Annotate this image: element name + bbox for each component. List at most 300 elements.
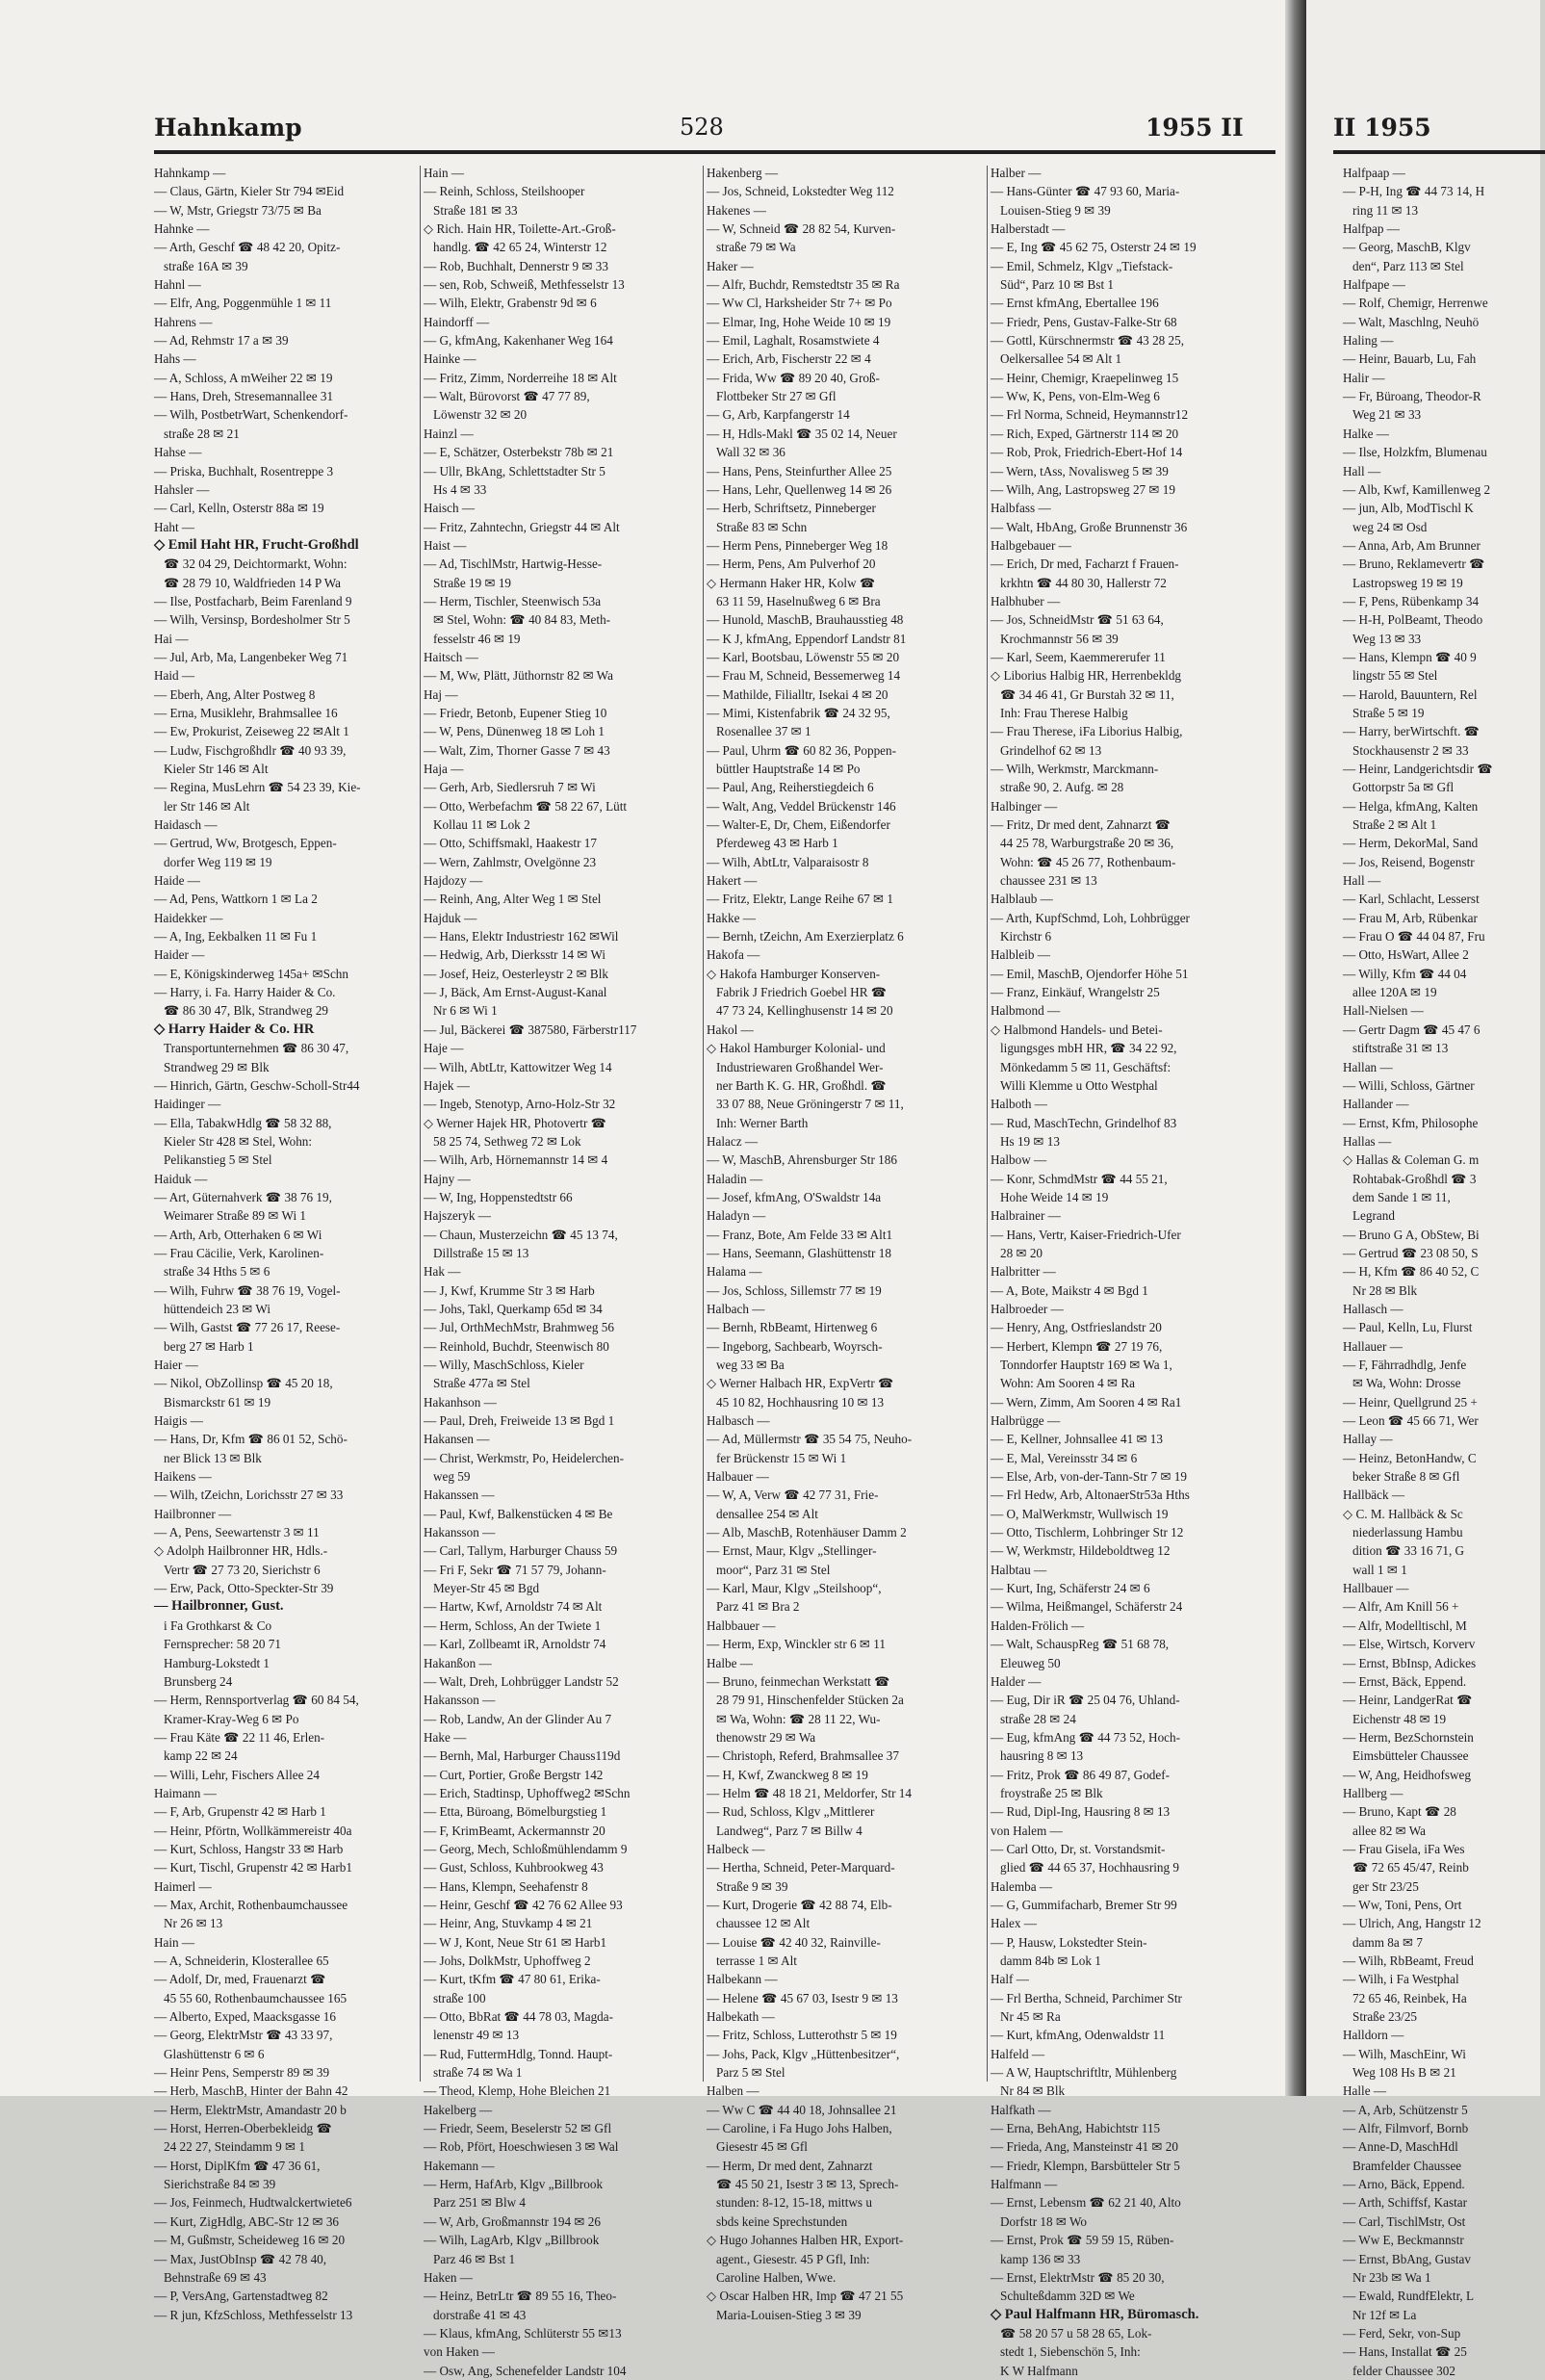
directory-entry: — Erw, Pack, Otto-Speckter-Str 39 bbox=[154, 1581, 334, 1596]
directory-entry: — Bernh, Mal, Harburger Chauss119d bbox=[424, 1748, 621, 1764]
surname-heading: Hakanhson — bbox=[424, 1394, 497, 1410]
directory-entry: — Wilh, tZeichn, Lorichsstr 27 ✉ 33 bbox=[154, 1488, 344, 1503]
surname-heading: Halbtau — bbox=[991, 1562, 1047, 1577]
directory-entry: — Herb, Schriftsetz, Pinneberger bbox=[707, 501, 876, 516]
directory-entry: — Ernst kfmAng, Ebertallee 196 bbox=[991, 296, 1159, 311]
directory-entry: — Frau Gisela, iFa Wes bbox=[1343, 1841, 1465, 1856]
directory-entry: stunden: 8-12, 15-18, mittws u bbox=[716, 2195, 872, 2211]
directory-entry: — Willi, Schloss, Gärtner bbox=[1343, 1077, 1475, 1093]
surname-heading: Haisch — bbox=[424, 501, 476, 516]
surname-heading: Hakelberg — bbox=[424, 2102, 493, 2117]
directory-entry: — O, MalWerkmstr, Wullwisch 19 bbox=[991, 1506, 1169, 1521]
surname-heading: Halfkath — bbox=[991, 2102, 1051, 2117]
directory-entry: — Paul, Uhrm ☎ 60 82 36, Poppen- bbox=[707, 742, 897, 758]
directory-entry: — Bruno G A, ObStew, Bi bbox=[1343, 1227, 1480, 1242]
directory-entry: — Hunold, MaschB, Brauhausstieg 48 bbox=[707, 612, 904, 628]
directory-entry: ✉ Wa, Wohn: Drosse bbox=[1352, 1376, 1461, 1391]
directory-entry: — G, Gummifacharb, Bremer Str 99 bbox=[991, 1897, 1177, 1912]
directory-entry: — Jos, Feinmech, Hudtwalckertwiete6 bbox=[154, 2195, 352, 2211]
directory-entry: — A, Pens, Seewartenstr 3 ✉ 11 bbox=[154, 1525, 320, 1540]
directory-entry: — Anne-D, MaschHdl bbox=[1343, 2139, 1458, 2155]
surname-heading: Halbhuber — bbox=[991, 593, 1061, 608]
directory-entry: — Willy, Kfm ☎ 44 04 bbox=[1343, 966, 1467, 981]
directory-entry: Kieler Str 146 ✉ Alt bbox=[164, 762, 269, 776]
directory-entry: — Walt, Ang, Veddel Brückenstr 146 bbox=[707, 798, 896, 814]
surname-heading: Haigis — bbox=[154, 1413, 203, 1429]
directory-entry: Rosenallee 37 ✉ 1 bbox=[716, 724, 811, 739]
surname-heading: Halblaub — bbox=[991, 892, 1053, 907]
directory-entry: 28 ✉ 20 bbox=[1000, 1245, 1043, 1260]
directory-entry: — Elfr, Ang, Poggenmühle 1 ✉ 11 bbox=[154, 296, 332, 311]
directory-entry: — Frau Therese, iFa Liborius Halbig, bbox=[991, 724, 1183, 739]
directory-entry: — Nikol, ObZollinsp ☎ 45 20 18, bbox=[154, 1376, 333, 1391]
column-2 bbox=[424, 164, 699, 2378]
surname-heading: Hallauer — bbox=[1343, 1338, 1403, 1354]
directory-entry: Transportunternehmen ☎ 86 30 47, bbox=[164, 1041, 349, 1056]
running-head-next: II 1955 bbox=[1333, 114, 1431, 142]
directory-entry: — Ww E, Beckmannstr bbox=[1343, 2233, 1464, 2248]
directory-entry: ☎ 86 30 47, Blk, Strandweg 29 bbox=[164, 1003, 329, 1019]
directory-entry: — Alberto, Exped, Maacksgasse 16 bbox=[154, 2009, 336, 2025]
directory-entry: i Fa Grothkarst & Co bbox=[164, 1617, 272, 1633]
directory-entry: — Emil, MaschB, Ojendorfer Höhe 51 bbox=[991, 966, 1189, 981]
directory-entry: ☎ 32 04 29, Deichtormarkt, Wohn: bbox=[164, 556, 348, 572]
directory-entry: Fabrik J Friedrich Goebel HR ☎ bbox=[716, 985, 888, 1000]
directory-entry: — A, Bote, Maikstr 4 ✉ Bgd 1 bbox=[991, 1282, 1148, 1298]
directory-entry: — Johs, DolkMstr, Uphoffweg 2 bbox=[424, 1953, 591, 1968]
surname-heading: Hai — bbox=[154, 631, 189, 646]
directory-entry: — Helm ☎ 48 18 21, Meldorfer, Str 14 bbox=[707, 1785, 912, 1800]
directory-entry: Behnstraße 69 ✉ 43 bbox=[164, 2269, 267, 2285]
directory-entry: ner Barth K. G. HR, Großhdl. ☎ bbox=[716, 1077, 887, 1093]
directory-entry: — Karl, Maur, Klgv „Steilshoop“, bbox=[707, 1581, 882, 1596]
directory-entry: Kieler Str 428 ✉ Stel, Wohn: bbox=[164, 1133, 313, 1149]
directory-entry: — Wern, Zahlmstr, Ovelgönne 23 bbox=[424, 854, 597, 869]
surname-heading: Halfpaap — bbox=[1343, 166, 1405, 180]
directory-entry: — Ww C ☎ 44 40 18, Johnsallee 21 bbox=[707, 2102, 897, 2117]
surname-heading: Hakofa — bbox=[707, 947, 760, 963]
directory-entry: — Ilse, Postfacharb, Beim Farenland 9 bbox=[154, 593, 352, 608]
directory-entry: — Jul, Bäckerei ☎ 387580, Färberstr117 bbox=[424, 1022, 637, 1037]
book-gutter bbox=[1285, 0, 1306, 2096]
directory-entry: — Hans, Installat ☎ 25 bbox=[1343, 2344, 1467, 2360]
directory-entry: ◇ Halbmond Handels- und Betei- bbox=[991, 1022, 1163, 1037]
directory-entry: — Herm, HafArb, Klgv „Billbrook bbox=[424, 2177, 604, 2192]
directory-entry: Strandweg 29 ✉ Blk bbox=[164, 1059, 270, 1074]
directory-entry: Kirchstr 6 bbox=[1000, 929, 1052, 944]
directory-entry: berg 27 ✉ Harb 1 bbox=[164, 1338, 254, 1354]
directory-entry: Pferdeweg 43 ✉ Harb 1 bbox=[716, 836, 838, 851]
directory-entry: 58 25 74, Sethweg 72 ✉ Lok bbox=[433, 1133, 581, 1149]
directory-entry: — Hartw, Kwf, Arnoldstr 74 ✉ Alt bbox=[424, 1599, 603, 1615]
surname-heading: Halbroeder — bbox=[991, 1301, 1064, 1316]
directory-entry: Nr 6 ✉ Wi 1 bbox=[433, 1003, 498, 1019]
directory-entry: — Ernst, Maur, Klgv „Stellinger- bbox=[707, 1543, 877, 1559]
directory-entry: Hamburg-Lokstedt 1 bbox=[164, 1655, 270, 1670]
directory-entry: — W, MaschB, Ahrensburger Str 186 bbox=[707, 1152, 897, 1168]
directory-entry: — Herm, Tischler, Steenwisch 53a bbox=[424, 593, 602, 608]
directory-entry: — Ww Cl, Harksheider Str 7+ ✉ Po bbox=[707, 296, 892, 311]
directory-entry: — Kurt, tKfm ☎ 47 80 61, Erika- bbox=[424, 1972, 601, 1987]
surname-heading: Hak — bbox=[424, 1264, 461, 1280]
directory-entry: — Erna, BehAng, Habichtstr 115 bbox=[991, 2121, 1161, 2136]
surname-heading: Hallan — bbox=[1343, 1059, 1393, 1074]
surname-heading: Hallbäck — bbox=[1343, 1488, 1405, 1503]
surname-heading: Hallander — bbox=[1343, 1097, 1409, 1112]
directory-entry: — K J, kfmAng, Eppendorf Landstr 81 bbox=[707, 631, 907, 646]
directory-entry: — Rolf, Chemigr, Herrenwe bbox=[1343, 296, 1488, 311]
directory-entry: — P, VersAng, Gartenstadtweg 82 bbox=[154, 2289, 328, 2304]
directory-entry: — Ella, TabakwHdlg ☎ 58 32 88, bbox=[154, 1115, 332, 1130]
directory-entry: — Jos, Reisend, Bogenstr bbox=[1343, 854, 1475, 869]
directory-entry: — Frau M, Schneid, Bessemerweg 14 bbox=[707, 668, 901, 684]
column-divider bbox=[703, 166, 704, 2082]
directory-entry: — Rud, Schloss, Klgv „Mittlerer bbox=[707, 1804, 875, 1820]
surname-heading: Hainke — bbox=[424, 351, 476, 367]
directory-entry: — Eug, kfmAng ☎ 44 73 52, Hoch- bbox=[991, 1729, 1181, 1745]
directory-entry: ner Blick 13 ✉ Blk bbox=[164, 1450, 262, 1465]
directory-entry: — Willi, Lehr, Fischers Allee 24 bbox=[154, 1767, 320, 1782]
directory-entry: — Paul, Ang, Reiherstiegdeich 6 bbox=[707, 780, 874, 795]
surname-heading: Half — bbox=[991, 1972, 1029, 1987]
directory-entry: — Heinz, BetrLtr ☎ 89 55 16, Theo- bbox=[424, 2289, 617, 2304]
directory-entry: — E, Ing ☎ 45 62 75, Osterstr 24 ✉ 19 bbox=[991, 240, 1197, 255]
directory-entry: Straße 19 ✉ 19 bbox=[433, 575, 512, 590]
directory-entry: — Jos, Schloss, Sillemstr 77 ✉ 19 bbox=[707, 1282, 882, 1298]
surname-heading: Halle — bbox=[1343, 2083, 1387, 2099]
surname-heading: Halben — bbox=[707, 2083, 760, 2099]
directory-entry: ◇ Liborius Halbig HR, Herrenbekldg bbox=[991, 668, 1182, 684]
directory-entry: — Herbert, Klempn ☎ 27 19 76, bbox=[991, 1338, 1163, 1354]
directory-entry: — Otto, Werbefachm ☎ 58 22 67, Lütt bbox=[424, 798, 628, 814]
directory-entry: — Fritz, Schloss, Lutterothstr 5 ✉ 19 bbox=[707, 2028, 897, 2043]
surname-heading: Haidasch — bbox=[154, 817, 218, 833]
directory-entry: — G, kfmAng, Kakenhaner Weg 164 bbox=[424, 333, 613, 349]
directory-entry: — Erich, Dr med, Facharzt f Frauen- bbox=[991, 556, 1179, 572]
directory-entry: — Wilh, Gastst ☎ 77 26 17, Reese- bbox=[154, 1320, 341, 1335]
directory-entry: Vertr ☎ 27 73 20, Sierichstr 6 bbox=[164, 1562, 321, 1577]
directory-entry: — J, Bäck, Am Ernst-August-Kanal bbox=[424, 985, 607, 1000]
directory-entry: — Paul, Kwf, Balkenstücken 4 ✉ Be bbox=[424, 1506, 613, 1521]
directory-entry: — Kurt, Tischl, Grupenstr 42 ✉ Harb1 bbox=[154, 1860, 352, 1876]
directory-entry: ☎ 72 65 45/47, Reinb bbox=[1352, 1860, 1469, 1876]
directory-entry: — Otto, Tischlerm, Lohbringer Str 12 bbox=[991, 1525, 1184, 1540]
directory-entry: — Herm, Rennsportverlag ☎ 60 84 54, bbox=[154, 1693, 359, 1708]
directory-entry: — Bernh, tZeichn, Am Exerzierplatz 6 bbox=[707, 929, 904, 944]
directory-entry: Kollau 11 ✉ Lok 2 bbox=[433, 817, 530, 833]
surname-heading: Haker — bbox=[707, 258, 754, 273]
directory-entry: straße 34 Hths 5 ✉ 6 bbox=[164, 1264, 270, 1280]
directory-entry: Bramfelder Chaussee bbox=[1352, 2158, 1462, 2173]
directory-entry: Kramer-Kray-Weg 6 ✉ Po bbox=[164, 1711, 299, 1726]
surname-heading: Hahnl — bbox=[154, 277, 201, 293]
directory-entry: — Heinr, Landgerichtsdir ☎ bbox=[1343, 762, 1493, 776]
directory-entry: Parz 46 ✉ Bst 1 bbox=[433, 2251, 516, 2266]
surname-heading: Halbrügge — bbox=[991, 1413, 1061, 1429]
directory-entry: Willi Klemme u Otto Westphal bbox=[1000, 1077, 1158, 1093]
directory-entry: — Herm, Dr med dent, Zahnarzt bbox=[707, 2158, 873, 2173]
surname-heading: Haj — bbox=[424, 686, 458, 702]
directory-entry: — Mathilde, Filialltr, Isekai 4 ✉ 20 bbox=[707, 686, 888, 702]
directory-entry: — Josef, kfmAng, O'Swaldstr 14a bbox=[707, 1189, 882, 1204]
directory-entry: — Curt, Portier, Große Bergstr 142 bbox=[424, 1767, 604, 1782]
directory-entry: — Alb, Kwf, Kamillenweg 2 bbox=[1343, 481, 1491, 497]
directory-entry: Hohe Weide 14 ✉ 19 bbox=[1000, 1189, 1109, 1204]
surname-heading: Halbbauer — bbox=[707, 1617, 776, 1633]
directory-entry: — Hans, Vertr, Kaiser-Friedrich-Ufer bbox=[991, 1227, 1181, 1242]
directory-entry: Sierichstraße 84 ✉ 39 bbox=[164, 2177, 276, 2192]
directory-entry: — Fritz, Zahntechn, Griegstr 44 ✉ Alt bbox=[424, 519, 620, 534]
directory-entry: — Fritz, Dr med dent, Zahnarzt ☎ bbox=[991, 817, 1172, 833]
directory-entry: — Wern, Zimm, Am Sooren 4 ✉ Ra1 bbox=[991, 1394, 1182, 1410]
directory-entry: — Rud, Dipl-Ing, Hausring 8 ✉ 13 bbox=[991, 1804, 1171, 1820]
directory-entry: fesselstr 46 ✉ 19 bbox=[433, 631, 521, 646]
directory-entry: — H, Kfm ☎ 86 40 52, C bbox=[1343, 1264, 1480, 1280]
directory-entry: — Ernst, Lebensm ☎ 62 21 40, Alto bbox=[991, 2195, 1181, 2211]
directory-entry: Parz 251 ✉ Blw 4 bbox=[433, 2195, 527, 2211]
directory-entry: — Rud, MaschTechn, Grindelhof 83 bbox=[991, 1115, 1177, 1130]
surname-heading: Hahrens — bbox=[154, 314, 213, 329]
directory-entry: — Karl, Schlacht, Lesserst bbox=[1343, 892, 1480, 907]
surname-heading: Hakemann — bbox=[424, 2158, 495, 2173]
directory-entry: ◇ Werner Halbach HR, ExpVertr ☎ bbox=[707, 1376, 894, 1391]
header-rule bbox=[154, 150, 1275, 154]
directory-entry: ◇ Werner Hajek HR, Photovertr ☎ bbox=[424, 1115, 607, 1130]
directory-entry: — Karl, Seem, Kaemmererufer 11 bbox=[991, 649, 1166, 664]
directory-entry: — Jul, OrthMechMstr, Brahmweg 56 bbox=[424, 1320, 614, 1335]
directory-entry: Wohn: Am Sooren 4 ✉ Ra bbox=[1000, 1376, 1136, 1391]
directory-entry: hausring 8 ✉ 13 bbox=[1000, 1748, 1084, 1764]
directory-entry: wall 1 ✉ 1 bbox=[1352, 1562, 1407, 1577]
surname-heading: Halama — bbox=[707, 1264, 762, 1280]
directory-entry: — Rob, Buchhalt, Dennerstr 9 ✉ 33 bbox=[424, 258, 608, 273]
directory-entry: — Georg, ElektrMstr ☎ 43 33 97, bbox=[154, 2028, 333, 2043]
directory-entry: — jun, Alb, ModTischl K bbox=[1343, 501, 1474, 516]
surname-heading: Halbow — bbox=[991, 1152, 1047, 1168]
surname-heading: Halbekann — bbox=[707, 1972, 778, 1987]
surname-heading: Halbrainer — bbox=[991, 1208, 1061, 1224]
directory-entry: — Heinr, LandgerRat ☎ bbox=[1343, 1693, 1473, 1708]
directory-entry: — Henry, Ang, Ostfrieslandstr 20 bbox=[991, 1320, 1162, 1335]
directory-entry: fer Brückenstr 15 ✉ Wi 1 bbox=[716, 1450, 847, 1465]
directory-entry: Straße 23/25 bbox=[1352, 2009, 1418, 2025]
directory-entry: — Walt, Maschlng, Neuhö bbox=[1343, 314, 1480, 329]
directory-entry: straße 100 bbox=[433, 1990, 486, 2005]
directory-entry: — Reinh, Ang, Alter Weg 1 ✉ Stel bbox=[424, 892, 602, 907]
directory-entry: Krochmannstr 56 ✉ 39 bbox=[1000, 631, 1119, 646]
directory-entry: — Erich, Arb, Fischerstr 22 ✉ 4 bbox=[707, 351, 871, 367]
surname-heading: Hakansson — bbox=[424, 1693, 496, 1708]
directory-entry: — Frl Hedw, Arb, AltonaerStr53a Hths bbox=[991, 1488, 1190, 1503]
directory-entry: — Jul, Arb, Ma, Langenbeker Weg 71 bbox=[154, 649, 348, 664]
directory-entry: Eleuweg 50 bbox=[1000, 1655, 1061, 1670]
directory-entry: Inh: Frau Therese Halbig bbox=[1000, 705, 1128, 720]
directory-entry: straße 74 ✉ Wa 1 bbox=[433, 2065, 523, 2081]
directory-entry: Inh: Werner Barth bbox=[716, 1115, 809, 1130]
directory-entry: — Gust, Schloss, Kuhbrookweg 43 bbox=[424, 1860, 604, 1876]
directory-entry: — Osw, Ang, Schenefelder Landstr 104 bbox=[424, 2363, 627, 2378]
directory-entry: Löwenstr 32 ✉ 20 bbox=[433, 407, 528, 423]
directory-entry: — Mimi, Kistenfabrik ☎ 24 32 95, bbox=[707, 705, 890, 720]
directory-entry: — Horst, Herren-Oberbekleidg ☎ bbox=[154, 2121, 332, 2136]
directory-entry: densallee 254 ✉ Alt bbox=[716, 1506, 818, 1521]
directory-entry: lingstr 55 ✉ Stel bbox=[1352, 668, 1438, 684]
surname-heading: Hallberg — bbox=[1343, 1785, 1403, 1800]
directory-entry: — Claus, Gärtn, Kieler Str 794 ✉Eid bbox=[154, 184, 345, 199]
directory-entry: Nr 26 ✉ 13 bbox=[164, 1916, 223, 1931]
directory-entry: — Helga, kfmAng, Kalten bbox=[1343, 798, 1479, 814]
surname-heading: Halbeck — bbox=[707, 1841, 765, 1856]
directory-entry: — Harry, berWirtschft. ☎ bbox=[1343, 724, 1481, 739]
surname-heading: Hajszeryk — bbox=[424, 1208, 491, 1224]
directory-entry: — Erna, Musiklehr, Brahmsallee 16 bbox=[154, 705, 338, 720]
directory-entry: chaussee 12 ✉ Alt bbox=[716, 1916, 811, 1931]
directory-entry: — Friedr, Klempn, Barsbütteler Str 5 bbox=[991, 2158, 1180, 2173]
directory-entry: — Arth, Arb, Otterhaken 6 ✉ Wi bbox=[154, 1227, 322, 1242]
directory-entry: dem Sande 1 ✉ 11, bbox=[1352, 1189, 1451, 1204]
directory-entry: — Klaus, kfmAng, Schlüterstr 55 ✉13 bbox=[424, 2325, 622, 2341]
surname-heading: Halfmann — bbox=[991, 2177, 1058, 2192]
surname-heading: Hall — bbox=[1343, 463, 1381, 479]
directory-entry: — Emil, Laghalt, Rosamstwiete 4 bbox=[707, 333, 880, 349]
directory-entry: — Heinz, BetonHandw, C bbox=[1343, 1450, 1477, 1465]
directory-entry: — Hans-Günter ☎ 47 93 60, Maria- bbox=[991, 184, 1180, 199]
directory-entry: — Emil, Schmelz, Klgv „Tiefstack- bbox=[991, 258, 1173, 273]
surname-heading: Haken — bbox=[424, 2269, 473, 2285]
directory-entry: Industriewaren Großhandel Wer- bbox=[716, 1059, 884, 1074]
directory-entry: Straße 83 ✉ Schn bbox=[716, 519, 808, 534]
directory-entry: — Kurt, Drogerie ☎ 42 88 74, Elb- bbox=[707, 1897, 892, 1912]
surname-heading: Hakenberg — bbox=[707, 166, 779, 180]
surname-heading: Hakanßon — bbox=[424, 1655, 492, 1670]
directory-entry: terrasse 1 ✉ Alt bbox=[716, 1953, 797, 1968]
directory-entry: — Hans, Seemann, Glashüttenstr 18 bbox=[707, 1245, 891, 1260]
directory-entry: — Else, Arb, von-der-Tann-Str 7 ✉ 19 bbox=[991, 1469, 1187, 1485]
directory-entry: Fernsprecher: 58 20 71 bbox=[164, 1637, 281, 1652]
directory-entry: Grindelhof 62 ✉ 13 bbox=[1000, 742, 1102, 758]
directory-entry: — Kurt, Schloss, Hangstr 33 ✉ Harb bbox=[154, 1841, 344, 1856]
directory-entry: — Otto, Schiffsmakl, Haakestr 17 bbox=[424, 836, 597, 851]
directory-entry: — Fr, Büroang, Theodor-R bbox=[1343, 389, 1481, 404]
header-rule-next bbox=[1333, 150, 1545, 154]
directory-entry: — Heinr, Quellgrund 25 + bbox=[1343, 1394, 1478, 1410]
directory-entry: — Ernst, ElektrMstr ☎ 85 20 30, bbox=[991, 2269, 1165, 2285]
directory-entry: — Etta, Büroang, Bömelburgstieg 1 bbox=[424, 1804, 607, 1820]
directory-entry: moor“, Parz 31 ✉ Stel bbox=[716, 1562, 831, 1577]
directory-entry: — Walt, Bürovorst ☎ 47 77 89, bbox=[424, 389, 590, 404]
surname-heading: Hajny — bbox=[424, 1171, 471, 1186]
directory-entry: allee 120A ✉ 19 bbox=[1352, 985, 1437, 1000]
directory-entry: — Heinr, Chemigr, Kraepelinweg 15 bbox=[991, 370, 1179, 385]
directory-entry: ler Str 146 ✉ Alt bbox=[164, 798, 250, 814]
surname-heading: Haikens — bbox=[154, 1469, 212, 1485]
directory-entry: — J, Kwf, Krumme Str 3 ✉ Harb bbox=[424, 1282, 595, 1298]
directory-entry: — sen, Rob, Schweiß, Methfesselstr 13 bbox=[424, 277, 625, 293]
directory-entry: — Wilh, Versinsp, Bordesholmer Str 5 bbox=[154, 612, 350, 628]
directory-entry: Dillstraße 15 ✉ 13 bbox=[433, 1245, 529, 1260]
directory-entry: Weg 13 ✉ 33 bbox=[1352, 631, 1422, 646]
surname-heading: Halbleib — bbox=[991, 947, 1050, 963]
directory-entry: straße 90, 2. Aufg. ✉ 28 bbox=[1000, 780, 1124, 795]
directory-entry: — Chaun, Musterzeichn ☎ 45 13 74, bbox=[424, 1227, 618, 1242]
directory-entry: — Ferd, Sekr, von-Sup bbox=[1343, 2325, 1461, 2341]
surname-heading: Halfpap — bbox=[1343, 221, 1400, 237]
directory-entry: — E, Schätzer, Osterbekstr 78b ✉ 21 bbox=[424, 445, 614, 460]
directory-entry: — Otto, HsWart, Allee 2 bbox=[1343, 947, 1469, 963]
surname-heading: Halex — bbox=[991, 1916, 1037, 1931]
directory-entry: niederlassung Hambu bbox=[1352, 1525, 1463, 1540]
directory-entry: — Gerh, Arb, Siedlersruh 7 ✉ Wi bbox=[424, 780, 596, 795]
directory-entry: — Harold, Bauuntern, Rel bbox=[1343, 686, 1478, 702]
directory-entry: — W, Arb, Großmannstr 194 ✉ 26 bbox=[424, 2213, 601, 2229]
directory-entry: — Wilh, Elektr, Grabenstr 9d ✉ 6 bbox=[424, 296, 597, 311]
surname-heading: Hahse — bbox=[154, 445, 202, 460]
directory-entry: Nr 12f ✉ La bbox=[1352, 2307, 1417, 2322]
directory-entry: — Karl, Bootsbau, Löwenstr 55 ✉ 20 bbox=[707, 649, 900, 664]
directory-entry: Wohn: ☎ 45 26 77, Rothenbaum- bbox=[1000, 854, 1176, 869]
directory-entry: — Kurt, Ing, Schäferstr 24 ✉ 6 bbox=[991, 1581, 1150, 1596]
directory-entry: Legrand bbox=[1352, 1208, 1395, 1224]
directory-entry: ✉ Wa, Wohn: ☎ 28 11 22, Wu- bbox=[716, 1711, 881, 1726]
directory-entry: — Ww, K, Pens, von-Elm-Weg 6 bbox=[991, 389, 1160, 404]
directory-entry: — Walt, Dreh, Lohbrügger Landstr 52 bbox=[424, 1673, 619, 1689]
directory-entry: ger Str 23/25 bbox=[1352, 1878, 1419, 1894]
surname-heading: Halbinger — bbox=[991, 798, 1058, 814]
directory-entry: — H, Kwf, Zwanckweg 8 ✉ 19 bbox=[707, 1767, 868, 1782]
directory-entry: — Frau M, Arb, Rübenkar bbox=[1343, 910, 1478, 925]
directory-entry: Straße 2 ✉ Alt 1 bbox=[1352, 817, 1437, 833]
directory-entry: Pelikanstieg 5 ✉ Stel bbox=[164, 1152, 272, 1168]
directory-entry: felder Chaussee 302 bbox=[1352, 2363, 1455, 2378]
directory-entry: — Else, Wirtsch, Korverv bbox=[1343, 1637, 1476, 1652]
directory-entry: lenenstr 49 ✉ 13 bbox=[433, 2028, 520, 2043]
directory-entry: — Wilh, RbBeamt, Freud bbox=[1343, 1953, 1474, 1968]
surname-heading: Halbekath — bbox=[707, 2009, 775, 2025]
directory-entry: — M, Ww, Plätt, Jüthornstr 82 ✉ Wa bbox=[424, 668, 613, 684]
directory-entry: — Ullr, BkAng, Schlettstadter Str 5 bbox=[424, 463, 605, 479]
directory-entry: — Walt, SchauspReg ☎ 51 68 78, bbox=[991, 1637, 1170, 1652]
directory-entry: — Willy, MaschSchloss, Kieler bbox=[424, 1358, 584, 1372]
directory-entry: — Gertrud ☎ 23 08 50, S bbox=[1343, 1245, 1479, 1260]
directory-entry: — Alfr, Modelltischl, M bbox=[1343, 1617, 1467, 1633]
directory-entry: — Fritz, Elektr, Lange Reihe 67 ✉ 1 bbox=[707, 892, 893, 907]
directory-entry: — Ingeb, Stenotyp, Arno-Holz-Str 32 bbox=[424, 1097, 616, 1112]
surname-heading: Hahs — bbox=[154, 351, 196, 367]
surname-heading: Hailbronner — bbox=[154, 1506, 232, 1521]
directory-entry: — Arth, KupfSchmd, Loh, Lohbrügger bbox=[991, 910, 1190, 925]
directory-entry: stiftstraße 31 ✉ 13 bbox=[1352, 1041, 1449, 1056]
directory-entry: Hs 19 ✉ 13 bbox=[1000, 1133, 1060, 1149]
surname-heading: Halbmond — bbox=[991, 1003, 1061, 1019]
directory-entry: — Harry, i. Fa. Harry Haider & Co. bbox=[154, 985, 336, 1000]
directory-entry: — Hinrich, Gärtn, Geschw-Scholl-Str44 bbox=[154, 1077, 360, 1093]
directory-entry: — Jos, Schneid, Lokstedter Weg 112 bbox=[707, 184, 894, 199]
directory-entry: ligungsges mbH HR, ☎ 34 22 92, bbox=[1000, 1041, 1177, 1056]
surname-heading: Halbritter — bbox=[991, 1264, 1056, 1280]
surname-heading: Hajek — bbox=[424, 1077, 470, 1093]
directory-entry: 28 79 91, Hinschenfelder Stücken 2a bbox=[716, 1693, 904, 1708]
directory-entry: Landweg“, Parz 7 ✉ Billw 4 bbox=[716, 1823, 863, 1838]
directory-entry: ◇ Emil Haht HR, Frucht-Großhdl bbox=[154, 536, 359, 553]
directory-entry: — P-H, Ing ☎ 44 73 14, H bbox=[1343, 184, 1485, 199]
surname-heading: Halacz — bbox=[707, 1133, 759, 1149]
column-3 bbox=[707, 164, 984, 2322]
directory-entry: ◇ Hugo Johannes Halben HR, Export- bbox=[707, 2233, 904, 2248]
directory-entry: — Friedr, Pens, Gustav-Falke-Str 68 bbox=[991, 314, 1177, 329]
directory-entry: ◇ Paul Halfmann HR, Büromasch. bbox=[991, 2306, 1199, 2322]
directory-entry: — Herm, BezSchornstein bbox=[1343, 1729, 1474, 1745]
directory-entry: — Frida, Ww ☎ 89 20 40, Groß- bbox=[707, 370, 880, 385]
